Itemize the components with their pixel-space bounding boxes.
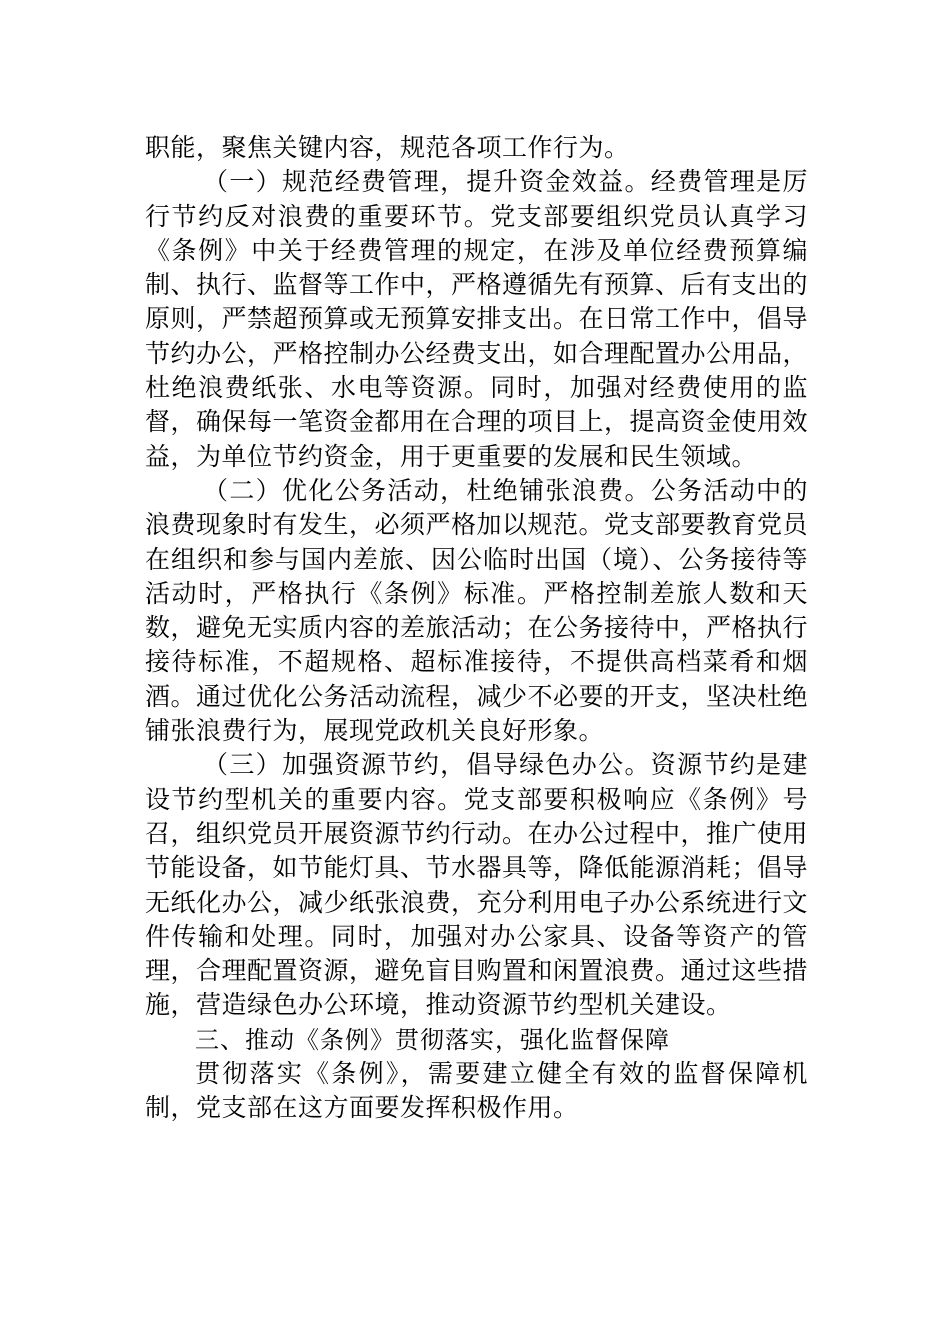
paragraph-resource-saving: （三）加强资源节约，倡导绿色办公。资源节约是建设节约型机关的重要内容。党支部要积极响应《条例》号召，组织党员开展资源节约行动。在办公过程中，推广使用节能设备，如节能灯具、节水器具等，降低能源消耗；倡导无纸化办公，减少纸张浪费，充分利用电子办公系统进行文件传输和处理。同时，加强对办公家具、设备等资产的管理，合理配置资源，避免盲目购置和闲置浪费。通过这些措施，营造绿色办公环境，推动资源节约型机关建设。 — [145, 750, 809, 1020]
paragraph-closing: 贯彻落实《条例》，需要建立健全有效的监督保障机制，党支部在这方面要发挥积极作用。 — [145, 1059, 808, 1123]
paragraph-funding-management: （一）规范经费管理，提升资金效益。经费管理是厉行节约反对浪费的重要环节。党支部要组织党员认真学习《条例》中关于经费管理的规定，在涉及单位经费预算编制、执行、监督等工作中，严格遵循先有预算、后有支出的原则，严禁超预算或无预算安排支出。在日常工作中，倡导节约办公，严格控制办公经费支出，如合理配置办公用品，杜绝浪费纸张、水电等资源。同时，加强对经费使用的监督，确保每一笔资金都用在合理的项目上，提高资金使用效益，为单位节约资金，用于更重要的发展和民生领域。 — [145, 167, 809, 471]
paragraph-continuation: 职能，聚焦关键内容，规范各项工作行为。 — [145, 133, 630, 162]
document-page — [145, 131, 808, 1126]
section-heading: 三、推动《条例》贯彻落实，强化监督保障 — [195, 1025, 670, 1054]
paragraph-official-activities: （二）优化公务活动，杜绝铺张浪费。公务活动中的浪费现象时有发生，必须严格加以规范。党支部要教育党员在组织和参与国内差旅、因公临时出国（境）、公务接待等活动时，严格执行《条例》标准。严格控制差旅人数和天数，避免无实质内容的差旅活动；在公务接待中，严格执行接待标准，不超规格、超标准接待，不提供高档菜肴和烟酒。通过优化公务活动流程，减少不必要的开支，坚决杜绝铺张浪费行为，展现党政机关良好形象。 — [145, 475, 809, 746]
